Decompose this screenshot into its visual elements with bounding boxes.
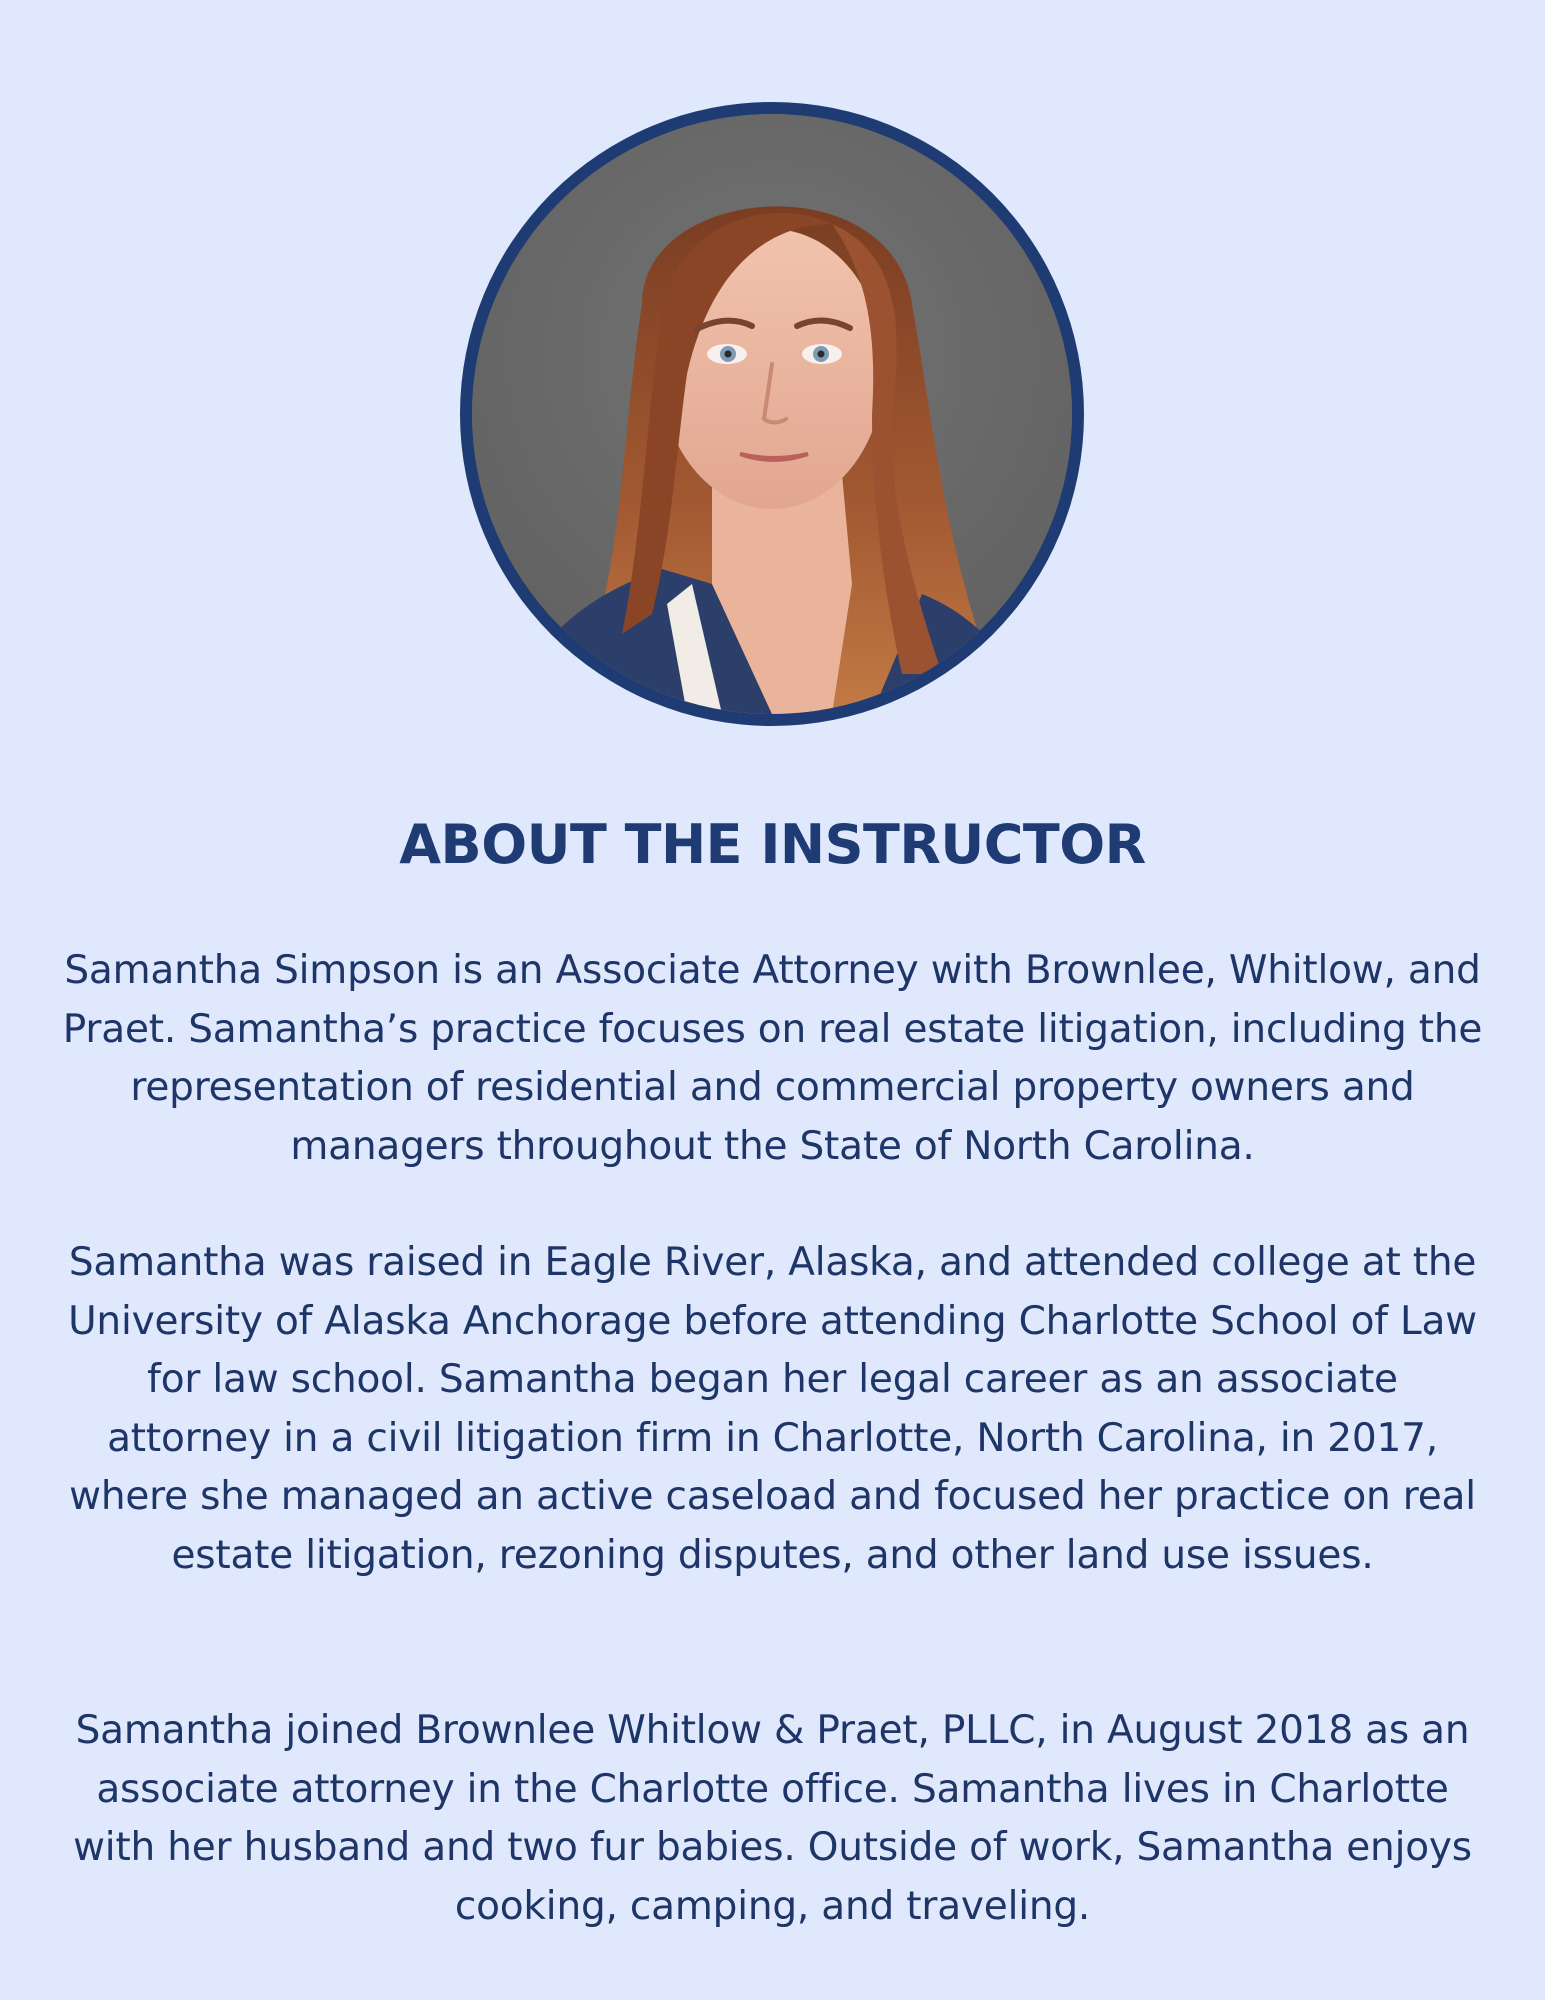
instructor-portrait xyxy=(472,114,1072,714)
bio-paragraph-3: Samantha joined Brownlee Whitlow & Praet, PLLC, in August 2018 as an associate attorney in the Charlotte office. Samantha lives in Charlotte with her husband and two fur babies. Outside of work, Samantha enjoys cooking, camping, and traveling. xyxy=(73,1708,1472,1929)
page-title: ABOUT THE INSTRUCTOR xyxy=(399,813,1146,876)
portrait-photo-icon xyxy=(472,114,1072,714)
bio-paragraph-2: Samantha was raised in Eagle River, Alaska, and attended college at the University of Alaska Anchorage before attending Charlotte School of Law for law school. Samantha began her legal career as an associate attorney in a civil litigation firm in Charlotte, North Carolina, in 2017, where she managed an active caseload and focused her practice on real estate litigation, rezoning disputes, and other land use issues. xyxy=(68,1240,1477,1578)
bio-paragraph-1: Samantha Simpson is an Associate Attorney with Brownlee, Whitlow, and Praet. Samantha’s practice focuses on real estate litigation, including the representation of residential and commercial property owners and managers throughout the State of North Carolina. xyxy=(62,948,1483,1169)
instructor-portrait-frame xyxy=(460,102,1084,726)
